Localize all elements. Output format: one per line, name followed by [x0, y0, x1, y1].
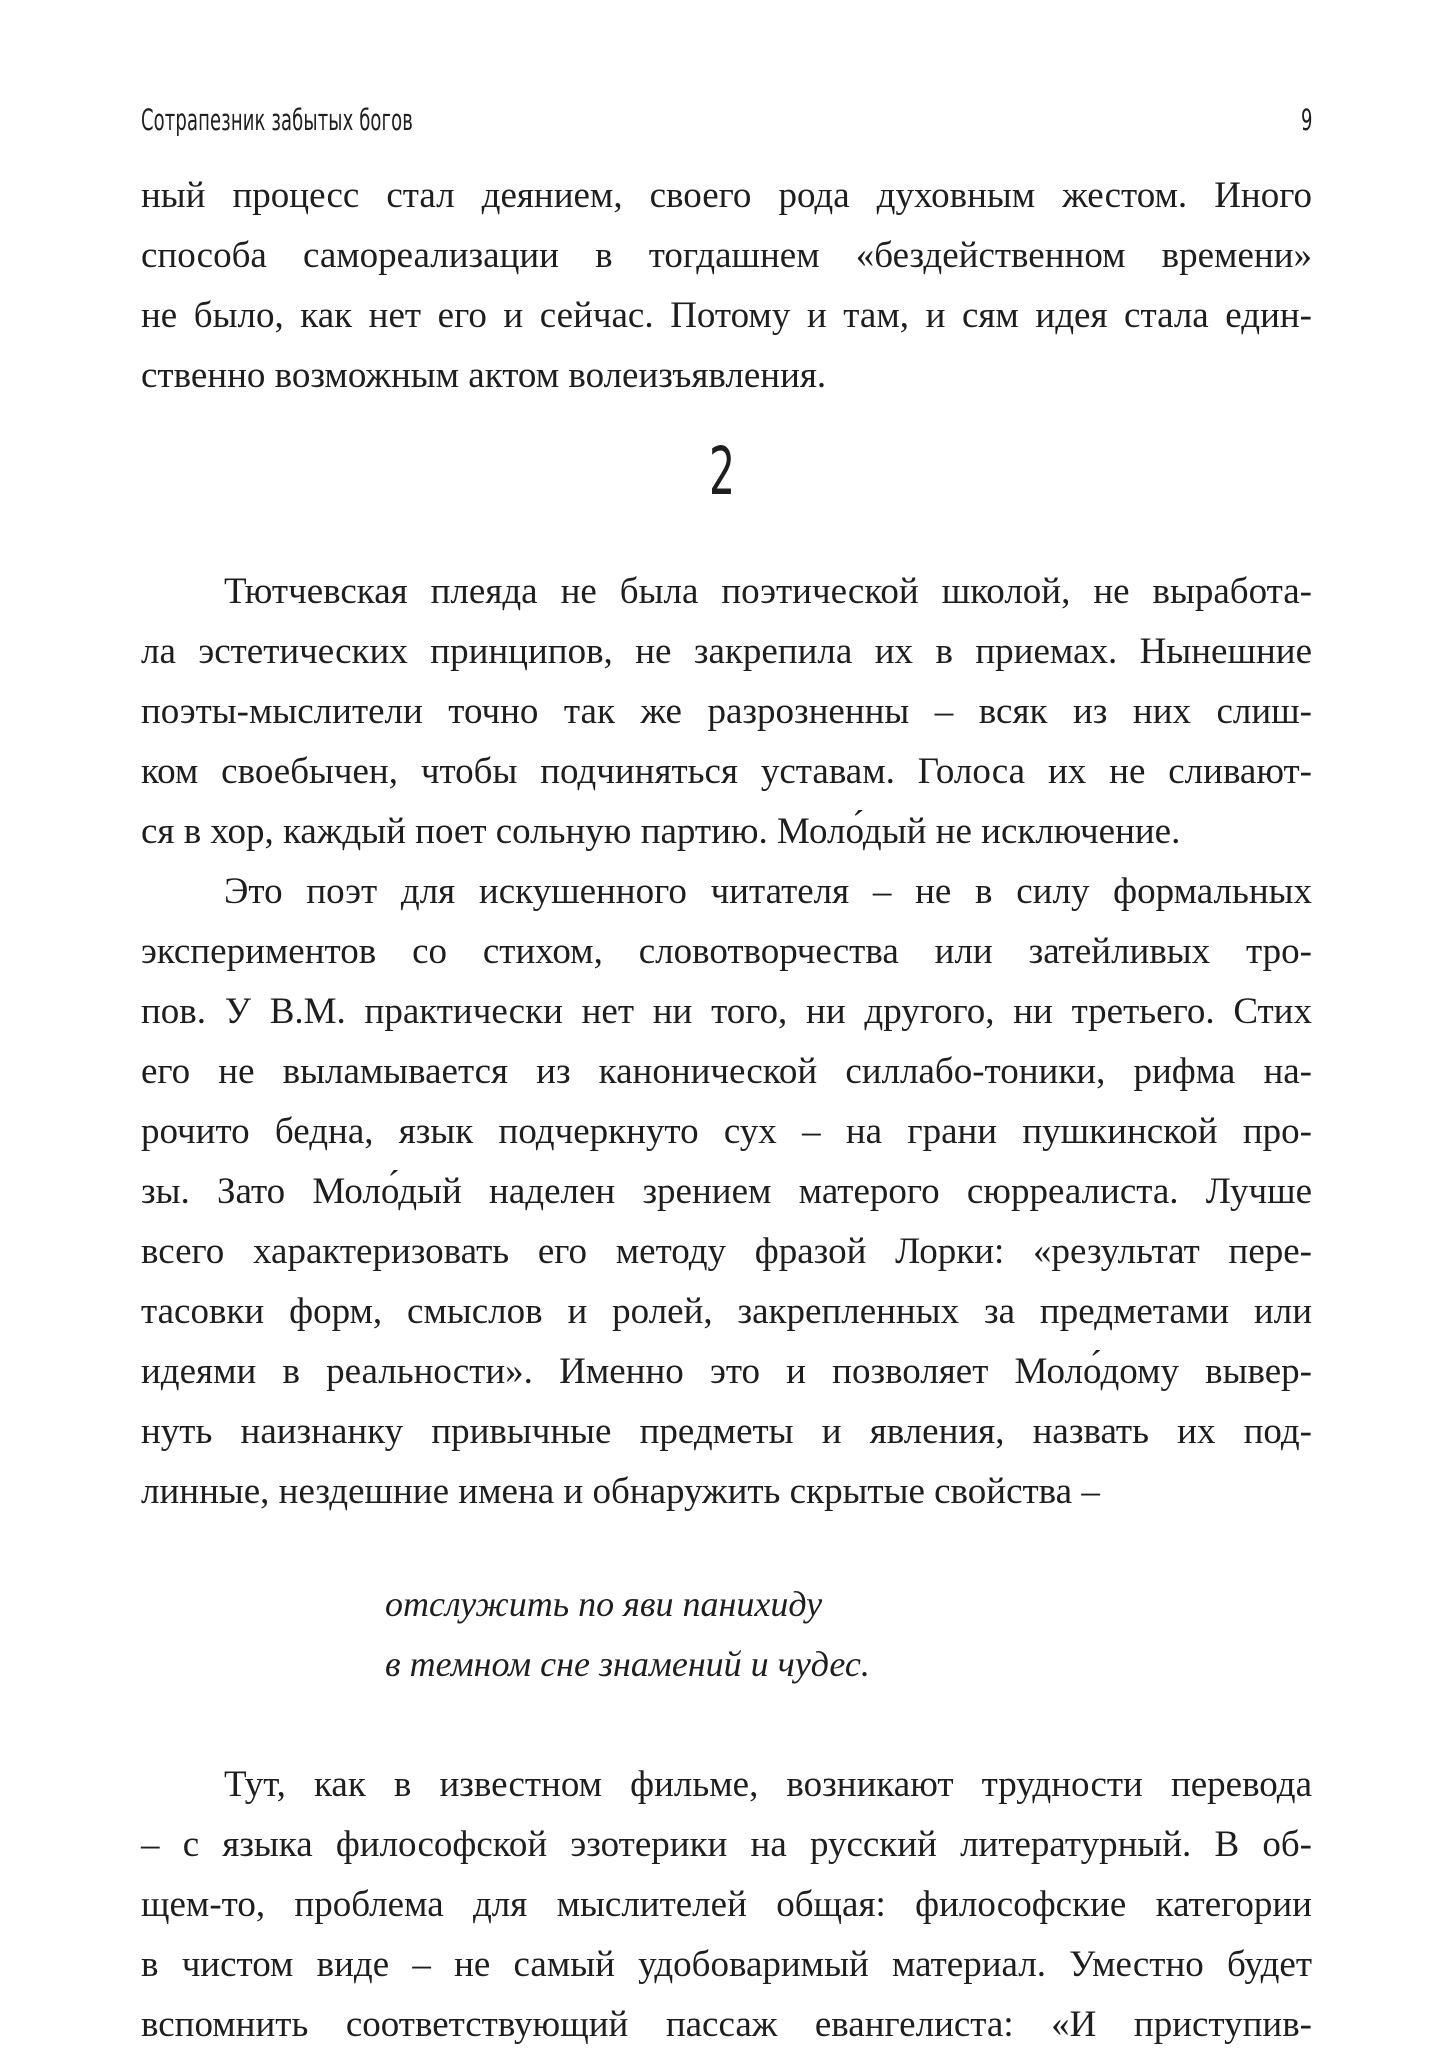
text-line: поэты-мыслители точно так же разрозненны – всяк из них слиш- [141, 691, 1312, 732]
text-line: Это поэт для искушенного читателя – не в силу формальных [224, 871, 1312, 912]
text-line: тасовки форм, смыслов и ролей, закрепленных за предметами или [141, 1291, 1312, 1332]
text-line: пов. У В.М. практически нет ни того, ни другого, ни третьего. Стих [141, 991, 1312, 1032]
text-line: идеями в реальности». Именно это и позволяет Моло́дому вывер- [141, 1351, 1312, 1392]
text-line: линные, нездешние имена и обнаружить скрытые свойства – [141, 1471, 1100, 1512]
text-line: – с языка философской эзотерики на русский литературный. В об- [141, 1824, 1312, 1865]
text-line: ственно возможным актом волеизъявления. [141, 355, 827, 396]
running-title: Сотрапезник забытых богов [141, 103, 413, 137]
text-line: ся в хор, каждый поет сольную партию. Моло́дый не исключение. [141, 811, 1181, 852]
verse-line: в темном сне знамений и чудес. [385, 1644, 870, 1684]
running-header [141, 100, 1312, 146]
verse-line: отслужить по яви панихиду [385, 1584, 823, 1624]
text-line: зы. Зато Моло́дый наделен зрением матерого сюрреалиста. Лучше [141, 1171, 1312, 1212]
text-line: нуть наизнанку привычные предметы и явления, назвать их под- [141, 1411, 1312, 1452]
text-line: всего характеризовать его методу фразой Лорки: «результат пере- [141, 1231, 1312, 1272]
text-line: ный процесс стал деянием, своего рода духовным жестом. Иного [141, 175, 1312, 216]
text-line: экспериментов со стихом, словотворчества или затейливых тро- [141, 931, 1312, 972]
text-line: ла эстетических принципов, не закрепила их в приемах. Нынешние [141, 631, 1312, 672]
text-line: вспомнить соответствующий пассаж евангелиста: «И приступив- [141, 2004, 1312, 2045]
page-number: 9 [1300, 103, 1312, 137]
text-line: рочито бедна, язык подчеркнуто сух – на грани пушкинской про- [141, 1111, 1312, 1152]
text-line: его не выламывается из канонической силлабо-тоники, рифма на- [141, 1051, 1312, 1092]
text-line: в чистом виде – не самый удобоваримый материал. Уместно будет [141, 1944, 1312, 1985]
text-line: Тут, как в известном фильме, возникают трудности перевода [224, 1764, 1312, 1805]
text-line: ком своебычен, чтобы подчиняться уставам. Голоса их не сливают- [141, 751, 1312, 792]
text-line: не было, как нет его и сейчас. Потому и там, и сям идея стала един- [141, 295, 1312, 336]
text-line: Тютчевская плеяда не была поэтической школой, не выработа- [224, 571, 1312, 612]
section-number: 2 [708, 433, 736, 510]
text-line: способа самореализации в тогдашнем «бездейственном времени» [141, 235, 1312, 276]
text-line: щем-то, проблема для мыслителей общая: философские категории [141, 1884, 1312, 1925]
